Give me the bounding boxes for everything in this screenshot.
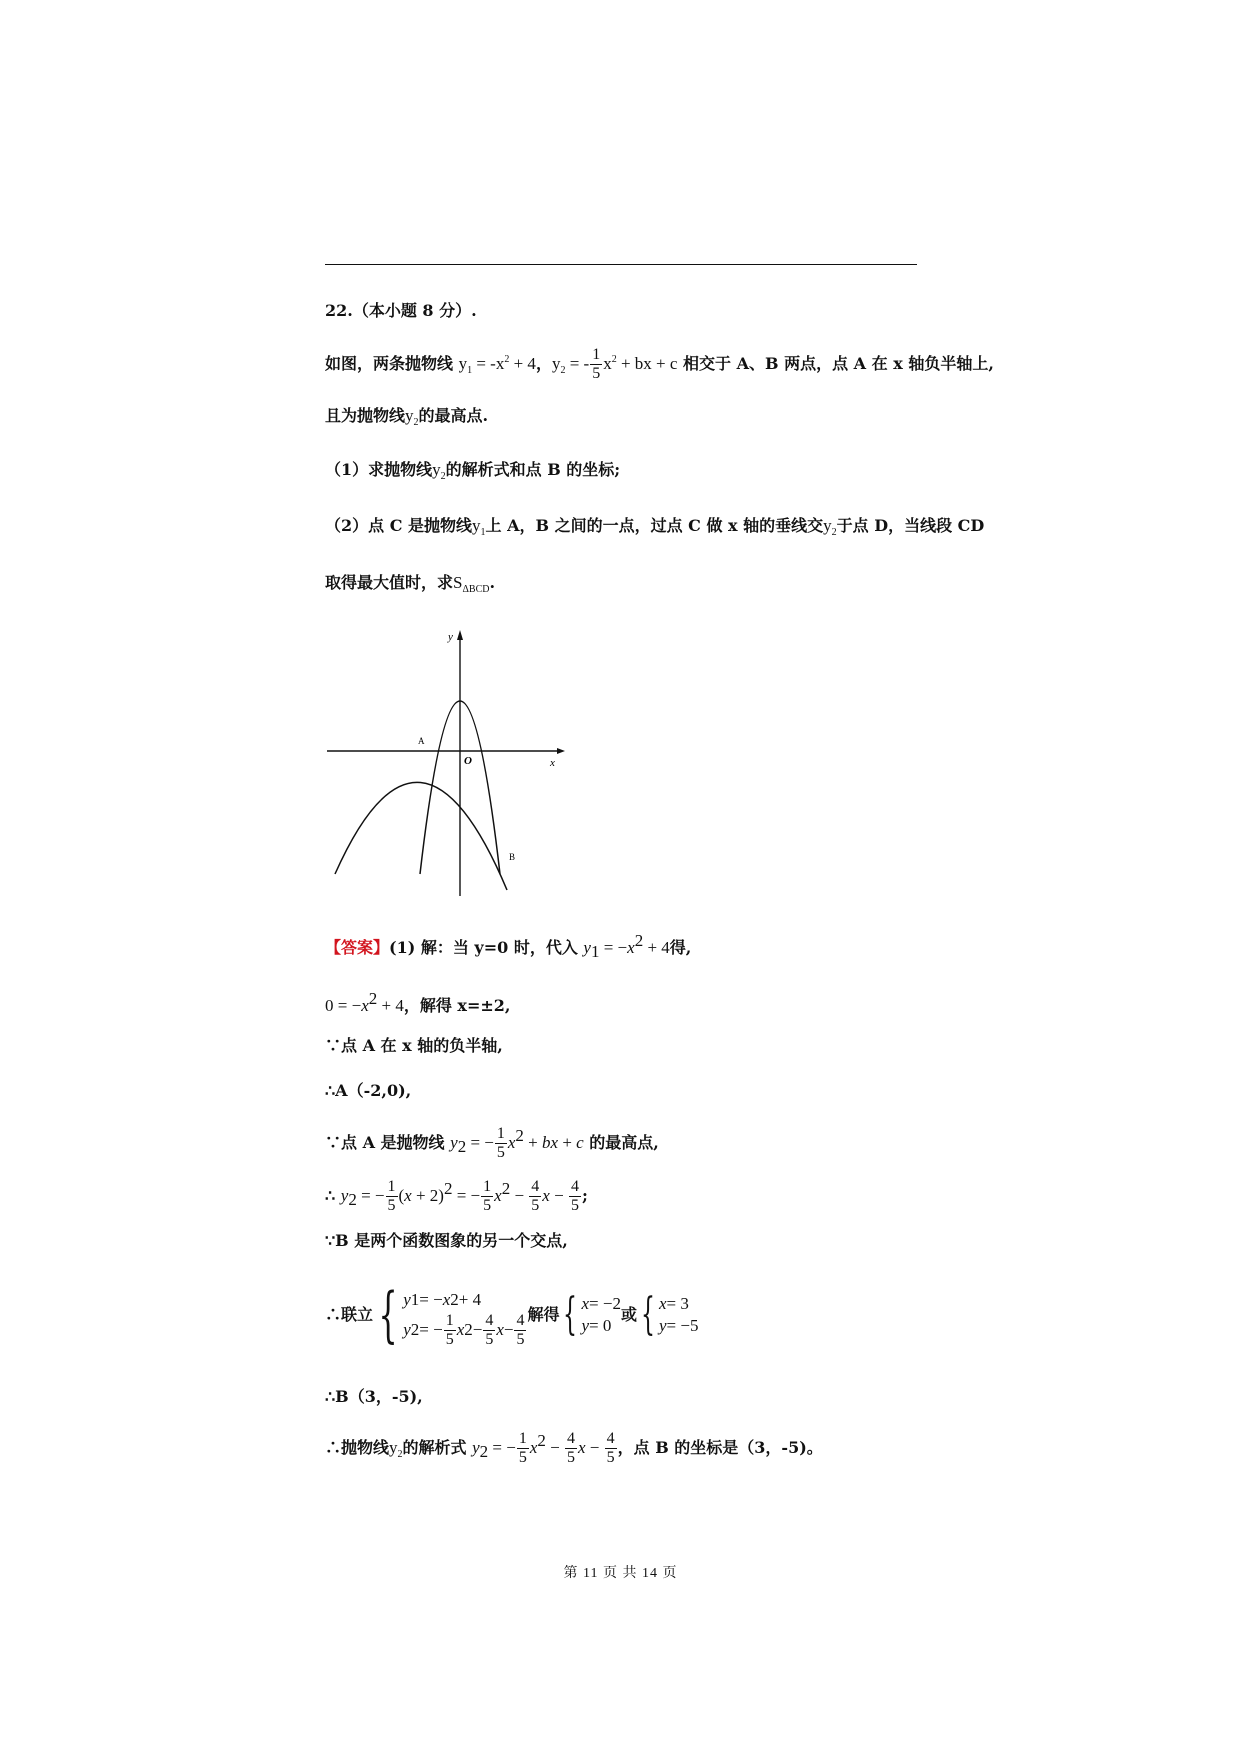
answer-line-7: ∵B 是两个函数图象的另一个交点, [325, 1231, 568, 1250]
x-axis-arrow [557, 748, 565, 754]
question-2-line-1: （2）点 C 是抛物线$y_1$上 A，B 之间的一点，过点 C 做 x 轴的垂线交$y_2$于点 D，当线段 CD [325, 516, 985, 538]
answer-line-8-system: ∴联立 { y 1 = − x 2 + 4 y 2 = − $\frac{1}{5}$ x 2 − $\frac{4}{5}$ x − $\frac{4}{5}$ 解得 { x = −2 y = 0 或 { x = 3 y = −5 [325, 1280, 699, 1350]
point-a-label: A [418, 736, 425, 746]
question-1: （1）求抛物线$y_2$的解析式和点 B 的坐标; [325, 460, 621, 482]
answer-line-3: ∵点 A 在 x 轴的负半轴, [325, 1036, 503, 1055]
answer-line-5: ∵点 A 是抛物线 $y_2$ = − $\frac{1}{5}$ $x^2$ + bx + c 的最高点, [325, 1125, 659, 1161]
answer-line-6: ∴ $y_2$ = − $\frac{1}{5}$ $(x + 2)^2$ = − $\frac{1}{5}$ $x^2$ − $\frac{4}{5}$ x − $\frac{4}{5}$ ; [325, 1178, 588, 1214]
header-rule [325, 264, 917, 265]
point-b-label: B [509, 852, 516, 862]
answer-line-2: $0 = -x^2 + 4$，解得 x=±2, [325, 989, 511, 1015]
page-footer: 第 11 页 共 14 页 [563, 1566, 678, 1581]
parabola-y2 [335, 782, 507, 890]
answer-line-1: 【答案】(1) 解：当 y=0 时，代入 $y_1 = -x^2 + 4$得, [325, 931, 692, 961]
problem-stem-line-1: 如图，两条抛物线 $y_1 = -x^2 + 4$，$y_2$ = - $\frac{1}{5}$ $x^2$ + bx + c 相交于 A、B 两点，点 A 在 x 轴负半轴上, [325, 346, 994, 382]
question-2-line-2: 取得最大值时，求$S_{\Delta BCD}$. [325, 573, 496, 595]
answer-line-4: ∴A（-2,0), [325, 1081, 412, 1100]
answer-tag: 【答案】 [325, 938, 390, 957]
problem-number: 22.（本小题 8 分）. [325, 301, 477, 320]
origin-label: O [464, 755, 472, 767]
answer-line-10: ∴抛物线$y_2$的解析式 $y_2$ = − $\frac{1}{5}$ $x^2$ − $\frac{4}{5}$ x − $\frac{4}{5}$ ，点 B 的坐标是（3，-5)。 [325, 1430, 823, 1466]
answer-line-9: ∴B（3，-5), [325, 1387, 423, 1406]
problem-stem-line-2: 且为抛物线$y_2$的最高点. [325, 406, 489, 428]
x-axis-label: x [550, 757, 555, 769]
y-axis-label: y [448, 631, 453, 643]
y-axis-arrow [457, 630, 463, 640]
parabola-figure [325, 628, 565, 910]
